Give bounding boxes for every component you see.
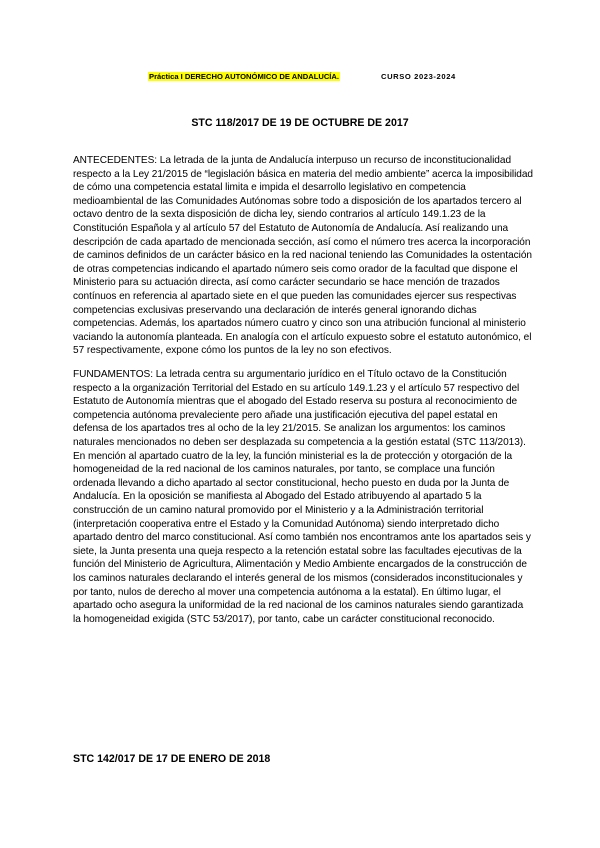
fundamentos-paragraph: FUNDAMENTOS: La letrada centra su argumentario jurídico en el Título octavo de la Constitución respecto a la organización Territorial del Estado en su artículo 149.1.23 y el artículo 57 respectivo del Estatuto de Autonomía mientras que el abogado del Estado reserva su postura al reconocimiento de competencia autónoma prevaleciente pero añade una justificación ejecutiva del papel estatal en defensa de los apartados tres al ocho de la ley 21/2015. Se analizan los argumentos: los caminos naturales mencionados no deben ser desplazada su competencia a la gestión estatal (STC 113/2013). En mención al apartado cuatro de la ley, la función ministerial es la de protección y otorgación de la homogeneidad de la red nacional de los caminos naturales, por tanto, se complace una función ordenada llevando a dicho apartado al sector constitucional, hecho puesto en duda por la Junta de Andalucía. En la oposición se manifiesta al Abogado del Estado atribuyendo al apartado 5 la construcción de un camino natural promovido por el Ministerio y a la Administración territorial (interpretación cooperativa entre el Estado y la Comunidad Autónoma) siendo interpretado dicho apartado dentro del marco constitucional. Así como también nos encontramos ante los apartados seis y siete, la Junta presenta una queja respecto a la retención estatal sobre las facultades ejecutivas de la función del Ministerio de Agricultura, Alimentación y Medio Ambiente encargados de la construcción de los caminos naturales declarando el interés general de los mismos (considerados inconstitucionales y por tanto, nulos de derecho al mover una competencia autónoma a la estatal). En último lugar, el apartado ocho asegura la uniformidad de la red nacional de los caminos naturales siendo garantizada la homogeneidad exigida (STC 53/2017), por tanto, cabe un carácter constitucional reconocido. [73, 369, 531, 625]
section-title-stc-118: STC 118/2017 DE 19 DE OCTUBRE DE 2017 [191, 117, 409, 129]
course-label: CURSO 2023-2024 [381, 72, 456, 81]
subject-heading: Práctica I DERECHO AUTONÓMICO DE ANDALUCÍA. [149, 72, 340, 81]
section-title-stc-142: STC 142/017 DE 17 DE ENERO DE 2018 [73, 753, 271, 765]
antecedentes-paragraph: ANTECEDENTES: La letrada de la junta de Andalucía interpuso un recurso de inconstitucionalidad respecto a la Ley 21/2015 de “legislación básica en materia del medio ambiente” acerca la imposibilidad de cómo una competencia estatal limita e impida el desarrollo legislativo en competencia medioambiental de las Comunidades Autónomas sobre todo a disposición de los apartados tercero al octavo dentro de la sexta disposición de dicha ley, siendo contrarios al artículo 149.1.23 de la Constitución Española y al artículo 57 del Estatuto de Autonomía de Andalucía. Así realizando una descripción de cada apartado de mencionada sección, así como el número tres acerca la incorporación de caminos definidos de un carácter básico en la red nacional teniendo las Comunidades la ostentación de otras competencias indicando el apartado número seis como orador de la facultad que dispone el Ministerio para su actuación directa, así como carácter secundario se hace mención de trazados contínuos en referencia al apartado siete en el que pueden las comunidades ejercer sus respectivas competencias exclusivas preservando una declaración de interés general ignorando dichas competencias. Además, los apartados número cuatro y cinco son una atribución funcional al ministerio vaciando la autonomía planteada. En analogía con el artículo expuesto sobre el estatuto autonómico, el 57 respectivamente, expone cómo los puntos de la ley no son efectivos. [73, 155, 533, 357]
